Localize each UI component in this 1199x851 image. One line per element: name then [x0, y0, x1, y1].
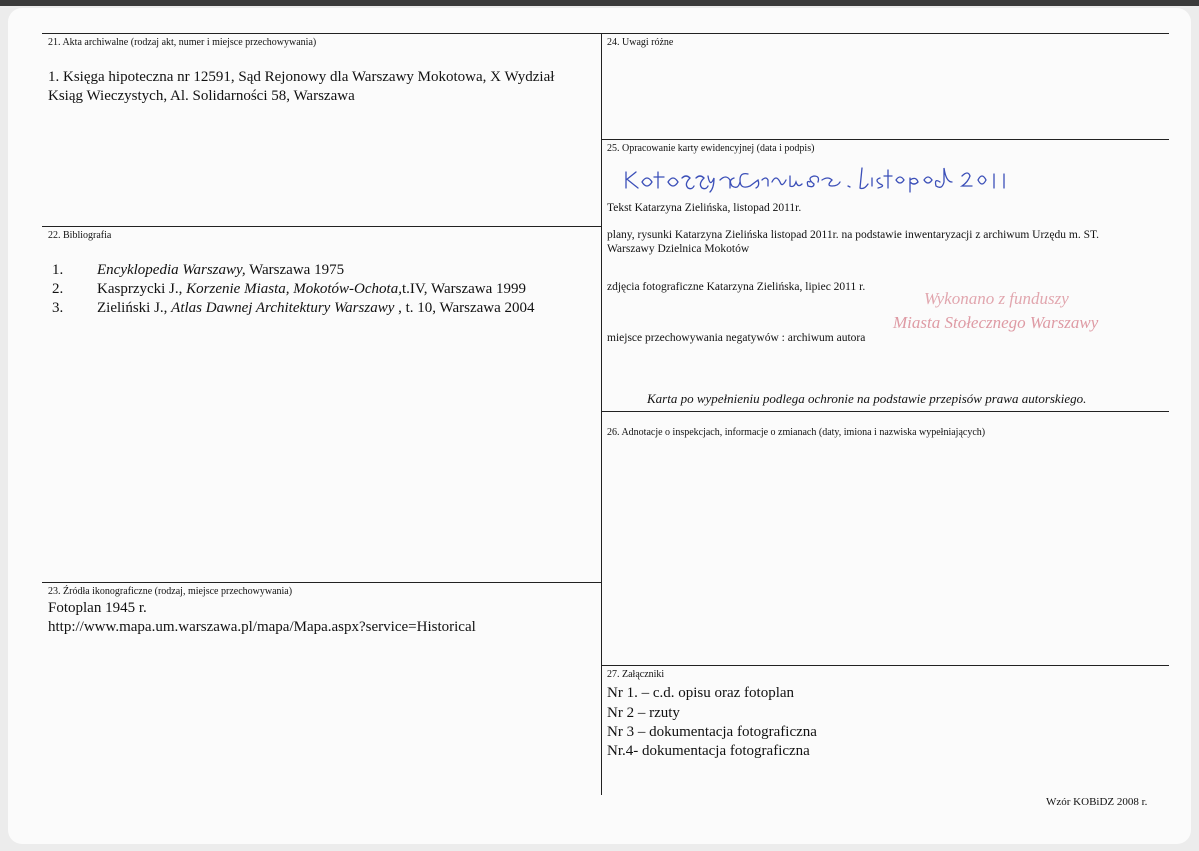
section-21-line-2: Ksiąg Wieczystych, Al. Solidarności 58, Warszawa [48, 88, 355, 104]
section-25-plany-line-1: plany, rysunki Katarzyna Zielińska listopad 2011r. na podstawie inwentaryzacji z archiwum Urzędu m. ST. [607, 229, 1100, 241]
section-25-tekst: Tekst Katarzyna Zielińska, listopad 2011r. [607, 202, 802, 214]
bibliography-text [97, 280, 526, 299]
scan-top-edge [0, 0, 1199, 6]
divider-22-23 [42, 582, 602, 583]
bibliography-text [97, 261, 344, 280]
bibliography-title: Korzenie Miasta, Mokotów-Ochota, [186, 281, 402, 297]
divider-26-27 [602, 665, 1169, 666]
bibliography-number: 3. [52, 300, 64, 316]
center-divider [601, 33, 602, 795]
form-template-footer: Wzór KOBiDZ 2008 r. [1046, 796, 1148, 808]
section-24-label: 24. Uwagi różne [607, 37, 674, 48]
signature-drawing [622, 164, 1012, 194]
attachment-item-2: Nr 2 – rzuty [607, 705, 680, 721]
bibliography-author: Kasprzycki J., [97, 281, 187, 297]
divider-21-22 [42, 226, 602, 227]
form-sheet [8, 8, 1191, 844]
attachment-item-1: Nr 1. – c.d. opisu oraz fotoplan [607, 685, 795, 701]
section-25-label: 25. Opracowanie karty ewidencyjnej (data i podpis) [607, 143, 815, 154]
top-border [42, 33, 1169, 34]
section-25-plany-line-2: Warszawy Dzielnica Mokotów [607, 243, 750, 255]
section-26-label: 26. Adnotacje o inspekcjach, informacje o zmianach (daty, imiona i nazwiska wypełniających) [607, 427, 986, 438]
bibliography-number: 2. [52, 281, 64, 297]
copyright-notice: Karta po wypełnieniu podlega ochronie na podstawie przepisów prawa autorskiego. [647, 391, 1087, 406]
funding-stamp-line-1: Wykonano z funduszy [924, 289, 1069, 308]
section-23-line-2: http://www.mapa.um.warszawa.pl/mapa/Mapa.aspx?service=Historical [48, 619, 476, 635]
bibliography-rest: t.IV, Warszawa 1999 [401, 281, 527, 297]
bibliography-title: Encyklopedia Warszawy, [97, 262, 246, 278]
section-23-label: 23. Źródła ikonograficzne (rodzaj, miejsce przechowywania) [48, 586, 293, 597]
bibliography-number: 1. [52, 262, 64, 278]
bibliography-author: Zieliński J., [97, 300, 172, 316]
attachment-item-3: Nr 3 – dokumentacja fotograficzna [607, 724, 817, 740]
section-23-line-1: Fotoplan 1945 r. [48, 600, 147, 616]
section-21-label: 21. Akta archiwalne (rodzaj akt, numer i miejsce przechowywania) [48, 37, 317, 48]
bibliography-rest: Warszawa 1975 [245, 262, 345, 278]
funding-stamp-line-2: Miasta Stołecznego Warszawy [893, 313, 1099, 332]
bibliography-text [97, 299, 535, 318]
section-21-line-1: 1. Księga hipoteczna nr 12591, Sąd Rejonowy dla Warszawy Mokotowa, X Wydział [48, 69, 555, 85]
handwritten-signature [622, 164, 1012, 194]
divider-25-26 [602, 411, 1169, 412]
section-27-label: 27. Załączniki [607, 669, 665, 680]
section-25-zdjecia: zdjęcia fotograficzne Katarzyna Zielińska, lipiec 2011 r. [607, 281, 866, 293]
section-25-miejsce: miejsce przechowywania negatywów : archiwum autora [607, 332, 866, 344]
bibliography-rest: , t. 10, Warszawa 2004 [394, 300, 535, 316]
divider-24-25 [602, 139, 1169, 140]
attachment-item-4: Nr.4- dokumentacja fotograficzna [607, 743, 810, 759]
bibliography-title: Atlas Dawnej Architektury Warszawy [171, 300, 395, 316]
section-22-label: 22. Bibliografia [48, 230, 112, 241]
